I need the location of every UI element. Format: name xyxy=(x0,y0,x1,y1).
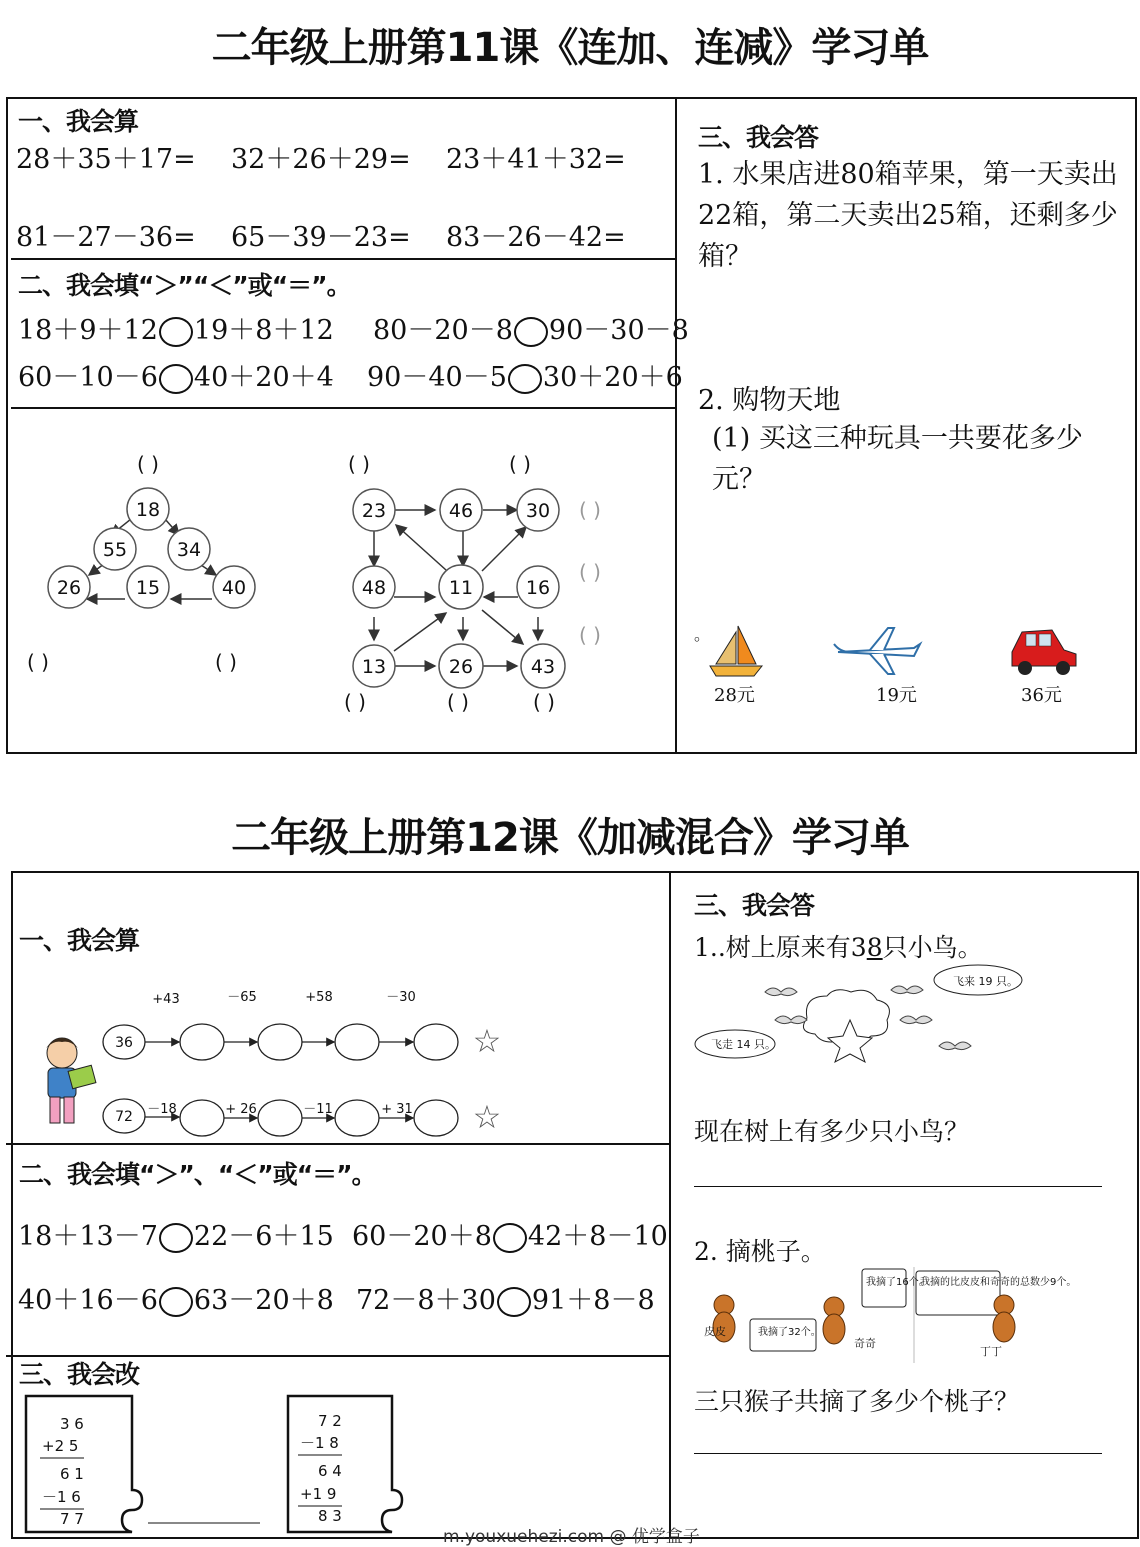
birds-tree-picture xyxy=(695,962,1025,1067)
compare-item: 90－40－5 30＋20＋6 xyxy=(367,362,683,393)
compare-blank[interactable] xyxy=(159,364,193,394)
calc-item: 23＋41＋32= xyxy=(446,144,626,175)
chain-op: +58 xyxy=(305,990,333,1005)
sheet1-sec1-title: 一、我会算 xyxy=(18,107,139,136)
calc-chains xyxy=(20,980,510,1140)
paren-blank: ( ) xyxy=(533,690,555,714)
sheet1-divider xyxy=(675,97,677,754)
calc-item: 81－27－36= xyxy=(16,222,196,253)
sheet1-title: 二年级上册第11课《连加、连减》学习单 xyxy=(211,25,929,71)
node-number: 11 xyxy=(448,577,474,599)
compare-blank[interactable] xyxy=(159,317,193,347)
star-icon: ☆ xyxy=(472,1022,502,1060)
node-number: 26 xyxy=(56,577,82,599)
chain-op: －65 xyxy=(227,990,257,1005)
sailboat-icon xyxy=(710,626,762,676)
node-number: 34 xyxy=(176,539,202,561)
paren-blank: ( ) xyxy=(579,560,601,584)
compare-item: 60－10－6 40＋20＋4 xyxy=(18,362,334,393)
card-line: －1 6 xyxy=(42,1488,81,1506)
card-line: 6 4 xyxy=(318,1462,342,1480)
monkey-bubble: 我摘了32个。 xyxy=(758,1327,821,1338)
compare-blank[interactable] xyxy=(508,364,542,394)
card-line: 7 2 xyxy=(318,1412,342,1430)
monkey-bubble: 我摘的比皮皮和奇奇的总数少9个。 xyxy=(920,1277,1077,1288)
chain-op: －18 xyxy=(147,1102,177,1117)
compare-blank[interactable] xyxy=(514,317,548,347)
bubble-fly-out: 飞走 14 只。 xyxy=(711,1038,776,1051)
correction-cards xyxy=(20,1392,420,1542)
price-sailboat: 28元 xyxy=(714,685,755,706)
star-icon: ☆ xyxy=(472,1098,502,1136)
sheet2-sec3-title: 三、我会改 xyxy=(19,1360,140,1389)
chain-op: －11 xyxy=(303,1102,333,1117)
paren-blank: ( ) xyxy=(579,498,601,522)
compare-blank[interactable] xyxy=(493,1223,527,1253)
calc-item: 83－26－42= xyxy=(446,222,626,253)
paren-blank: ( ) xyxy=(348,452,370,476)
sheet2-line-a xyxy=(6,1143,669,1145)
question-1: 1. 水果店进80箱苹果，第一天卖出22箱，第二天卖出25箱，还剩多少箱？ xyxy=(698,159,1118,272)
compare-item: 72－8＋30 91＋8－8 xyxy=(356,1285,655,1316)
sheet1-sec3-title: 三、我会答 xyxy=(698,123,819,152)
card-line: 6 1 xyxy=(60,1465,84,1483)
compare-blank[interactable] xyxy=(497,1287,531,1317)
kid-icon xyxy=(46,1038,96,1123)
node-circles xyxy=(48,488,565,688)
monkeys-picture xyxy=(694,1265,1077,1365)
chain-op: －30 xyxy=(386,990,416,1005)
chain-start: 72 xyxy=(115,1109,133,1125)
paren-blanks-light xyxy=(579,498,601,647)
card-line: －1 8 xyxy=(300,1434,339,1452)
node-number: 30 xyxy=(525,500,551,522)
calc-item: 65－39－23= xyxy=(231,222,411,253)
paren-blank: ( ) xyxy=(137,452,159,476)
paren-blank: ( ) xyxy=(447,690,469,714)
sheet2-title: 二年级上册第12课《加减混合》学习单 xyxy=(231,815,909,861)
chain-op: + 26 xyxy=(225,1102,257,1117)
car-icon xyxy=(1012,630,1076,675)
bird-ask: 现在树上有多少只小鸟？ xyxy=(694,1117,970,1146)
node-number: 43 xyxy=(530,656,556,678)
node-number: 46 xyxy=(448,500,474,522)
answer-line[interactable] xyxy=(694,1453,1102,1454)
node-number: 48 xyxy=(361,577,387,599)
paren-blank: ( ) xyxy=(27,650,49,674)
calc-item: 28＋35＋17= xyxy=(16,144,196,175)
compare-item: 80－20－8 90－30－8 xyxy=(373,315,689,346)
node-number: 26 xyxy=(448,656,474,678)
monkey-name: 丁丁 xyxy=(980,1345,1002,1358)
sheet2-sec2-title: 二、我会填“＞”、“＜”或“＝”。 xyxy=(19,1160,376,1189)
card-line: +2 5 xyxy=(42,1437,79,1455)
paren-blank: ( ) xyxy=(579,623,601,647)
chain-start: 36 xyxy=(115,1035,133,1051)
card-line: +1 9 xyxy=(300,1485,337,1503)
calc-item: 32＋26＋29= xyxy=(231,144,411,175)
node-number: 16 xyxy=(525,577,551,599)
paren-blank: ( ) xyxy=(509,452,531,476)
bubble-fly-in: 飞来 19 只。 xyxy=(953,975,1018,988)
watermark: m.youxuehezi.com @ 优学盒子 xyxy=(443,1527,700,1547)
node-number: 15 xyxy=(135,577,161,599)
sheet2-r-sec3-title: 三、我会答 xyxy=(694,891,815,920)
node-number: 13 xyxy=(361,656,387,678)
node-number: 18 xyxy=(135,499,161,521)
compare-blank[interactable] xyxy=(159,1287,193,1317)
peach-question: 2. 摘桃子。 xyxy=(694,1237,826,1266)
stray-dot: 。 xyxy=(694,625,711,644)
card-line: 3 6 xyxy=(60,1415,84,1433)
answer-line[interactable] xyxy=(694,1186,1102,1187)
compare-item: 60－20＋8 42＋8－10 xyxy=(352,1221,668,1252)
price-car: 36元 xyxy=(1021,685,1062,706)
paren-blank: ( ) xyxy=(215,650,237,674)
card-line: 7 7 xyxy=(60,1510,84,1528)
peach-ask: 三只猴子共摘了多少个桃子？ xyxy=(694,1387,1020,1416)
airplane-icon xyxy=(834,628,920,674)
monkey-bubble: 我摘了16个。 xyxy=(866,1277,929,1288)
sheet2-divider xyxy=(669,871,671,1539)
compare-blank[interactable] xyxy=(159,1223,193,1253)
compare-item: 18＋9＋12 19＋8＋12 xyxy=(18,315,334,346)
chain-op: +43 xyxy=(152,992,180,1007)
question-2: 2. 购物天地 xyxy=(698,385,841,416)
toy-images xyxy=(700,622,1120,682)
price-airplane: 19元 xyxy=(876,685,917,706)
sheet1-line-a xyxy=(11,258,675,260)
sheet1-sec2-title: 二、我会填“＞”“＜”或“＝”。 xyxy=(18,271,351,300)
node-number: 55 xyxy=(102,539,128,561)
sheet2-sec1-title: 一、我会算 xyxy=(19,926,140,955)
chain-op: + 31 xyxy=(381,1102,413,1117)
compare-item: 18＋13－7 22－6＋15 xyxy=(18,1221,334,1252)
monkey-name: 皮皮 xyxy=(704,1325,726,1338)
card-line: 8 3 xyxy=(318,1507,342,1525)
compare-item: 40＋16－6 63－20＋8 xyxy=(18,1285,334,1316)
question-2-1: (1) 买这三种玩具一共要花多少元？ xyxy=(712,423,1083,495)
bird-question: 1..树上原来有38只小鸟。 xyxy=(694,933,983,962)
number-diagram xyxy=(11,409,674,749)
node-number: 40 xyxy=(221,577,247,599)
monkey-name: 奇奇 xyxy=(854,1337,876,1350)
paren-blank: ( ) xyxy=(344,690,366,714)
node-number: 23 xyxy=(361,500,387,522)
